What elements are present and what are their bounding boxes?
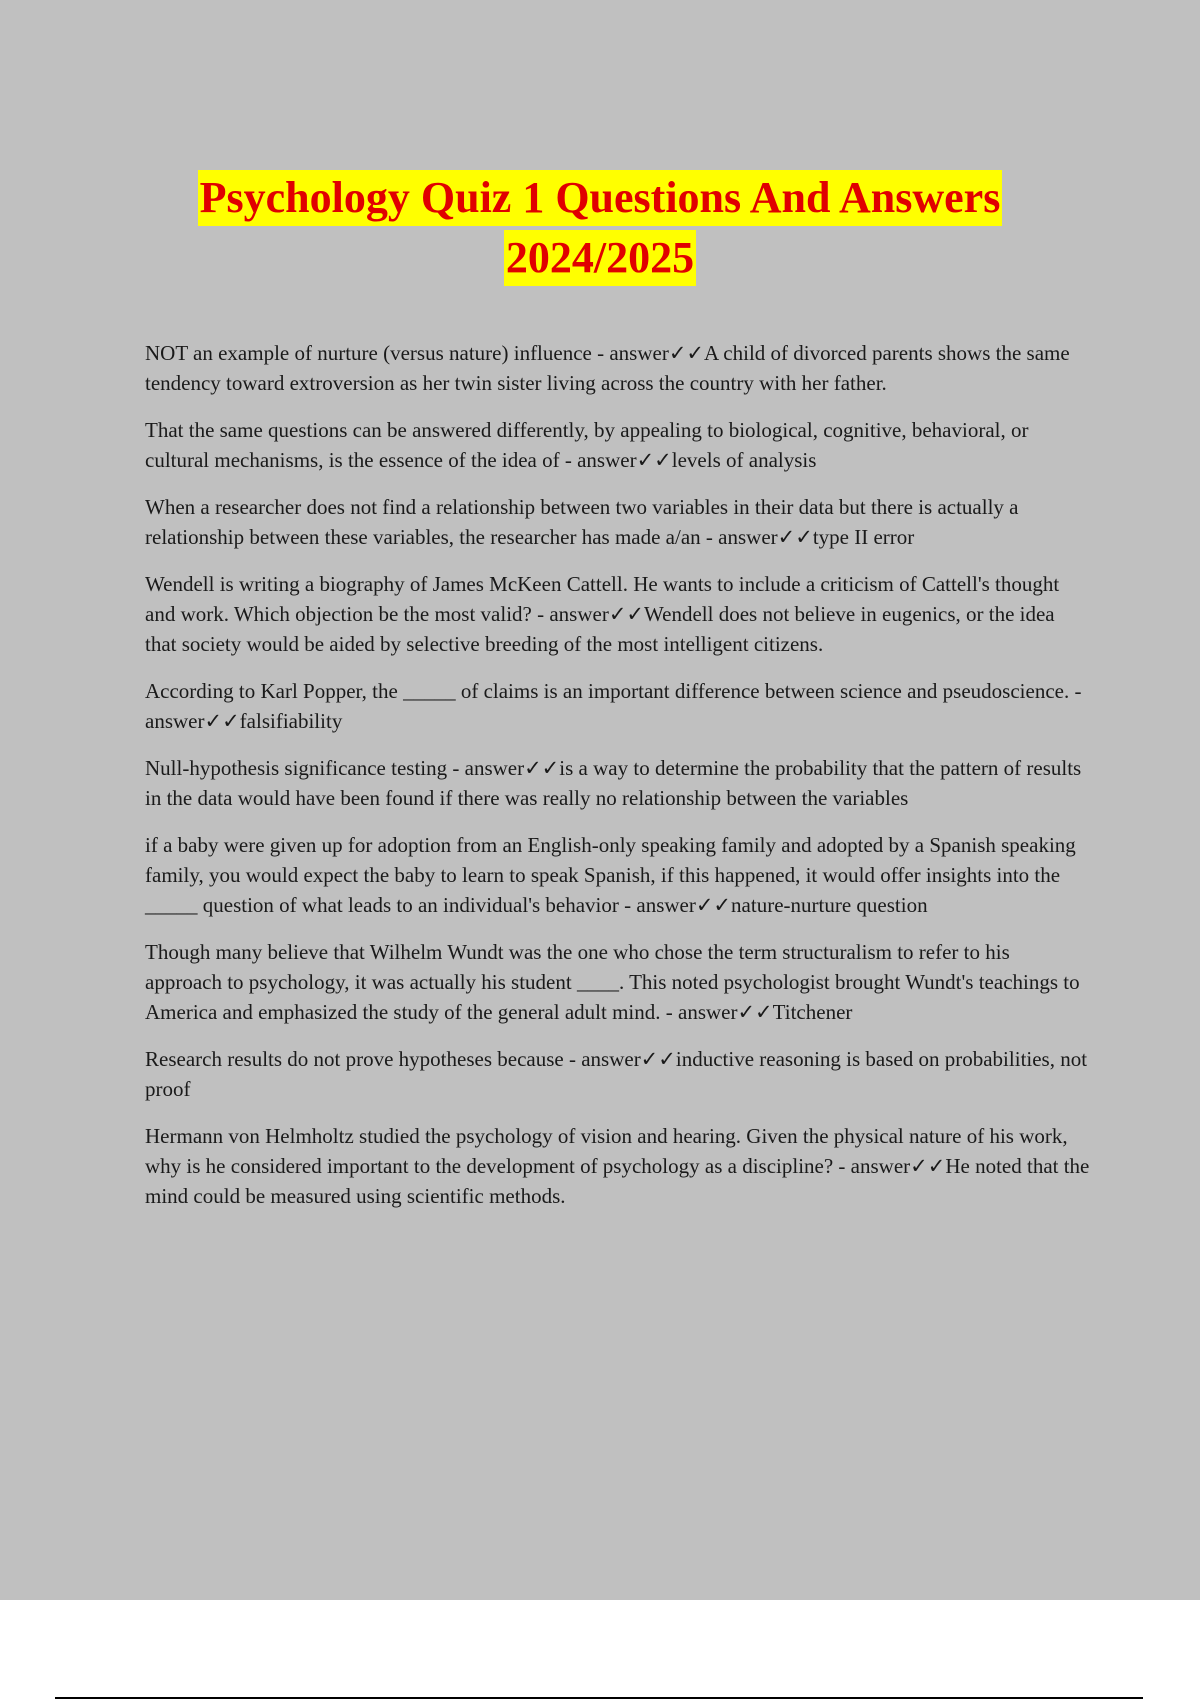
answer-text: falsifiability (239, 709, 343, 733)
answer-text: A child of divorced parents shows the same tendency toward extroversion as her twin sister living across the country with her father. (145, 341, 1070, 395)
qa-item (145, 569, 1090, 659)
answer-separator: - answer✓✓ (591, 341, 705, 365)
question-text: Null-hypothesis significance testing (145, 756, 448, 780)
qa-item (145, 830, 1090, 920)
document-title (0, 168, 1200, 288)
answer-text: levels of analysis (671, 448, 817, 472)
answer-text: Titchener (772, 1000, 853, 1024)
qa-item (145, 676, 1090, 736)
answer-text: inductive reasoning is based on probabilities, not proof (145, 1047, 1088, 1101)
answer-separator: - answer✓✓ (145, 679, 1082, 733)
answer-separator: - answer✓✓ (618, 893, 732, 917)
answer-separator: - answer✓✓ (833, 1154, 946, 1178)
answer-text: He noted that the mind could be measured using scientific methods. (145, 1154, 1090, 1208)
title-line-2: 2024/2025 (504, 230, 696, 286)
question-text: Though many believe that Wilhelm Wundt was the one who chose the term structuralism to refer to his approach to psychology, it was actually his student ____. This noted psychologist brought Wundt's teachings to America and emphasized the study of the general adult mind. (145, 940, 1080, 1024)
answer-text: type II error (812, 525, 915, 549)
answer-separator: - answer✓✓ (700, 525, 813, 549)
qa-item (145, 1121, 1090, 1211)
qa-item (145, 937, 1090, 1027)
question-text: Hermann von Helmholtz studied the psychology of vision and hearing. Given the physical nature of his work, why is he considered important to the development of psychology as a discipline? (145, 1124, 1068, 1178)
answer-separator: - answer✓✓ (660, 1000, 773, 1024)
qa-item (145, 753, 1090, 813)
qa-item (145, 492, 1090, 552)
answer-separator: - answer✓✓ (563, 1047, 676, 1071)
title-line-1: Psychology Quiz 1 Questions And Answers (198, 170, 1003, 226)
answer-text: Wendell does not believe in eugenics, or the idea that society would be aided by selective breeding of the most intelligent citizens. (145, 602, 1055, 656)
answer-text: is a way to determine the probability that the pattern of results in the data would have been found if there was really no relationship between the variables (145, 756, 1082, 810)
qa-item (145, 415, 1090, 475)
qa-item (145, 338, 1090, 398)
answer-text: nature-nurture question (731, 893, 928, 917)
question-text: if a baby were given up for adoption from an English-only speaking family and adopted by a Spanish speaking family, you would expect the baby to learn to speak Spanish, if this happened, it would offer insights into the _____ question of what leads to an individual's behavior (145, 833, 1076, 917)
question-text: Research results do not prove hypotheses because (145, 1047, 564, 1071)
answer-separator: - answer✓✓ (531, 602, 645, 626)
question-text: That the same questions can be answered differently, by appealing to biological, cognitive, behavioral, or cultural mechanisms, is the essence of the idea of (145, 418, 1029, 472)
qa-list (145, 338, 1090, 1228)
question-text: When a researcher does not find a relationship between two variables in their data but there is actually a relationship between these variables, the researcher has made a/an (145, 495, 1019, 549)
question-text: NOT an example of nurture (versus nature) influence (145, 341, 592, 365)
answer-separator: - answer✓✓ (447, 756, 560, 780)
qa-item (145, 1044, 1090, 1104)
question-text: According to Karl Popper, the _____ of claims is an important difference between science and pseudoscience. (145, 679, 1070, 703)
footer-divider (55, 1697, 1143, 1699)
question-text: Wendell is writing a biography of James McKeen Cattell. He wants to include a criticism of Cattell's thought and work. Which objection be the most valid? (145, 572, 1060, 626)
answer-separator: - answer✓✓ (559, 448, 672, 472)
